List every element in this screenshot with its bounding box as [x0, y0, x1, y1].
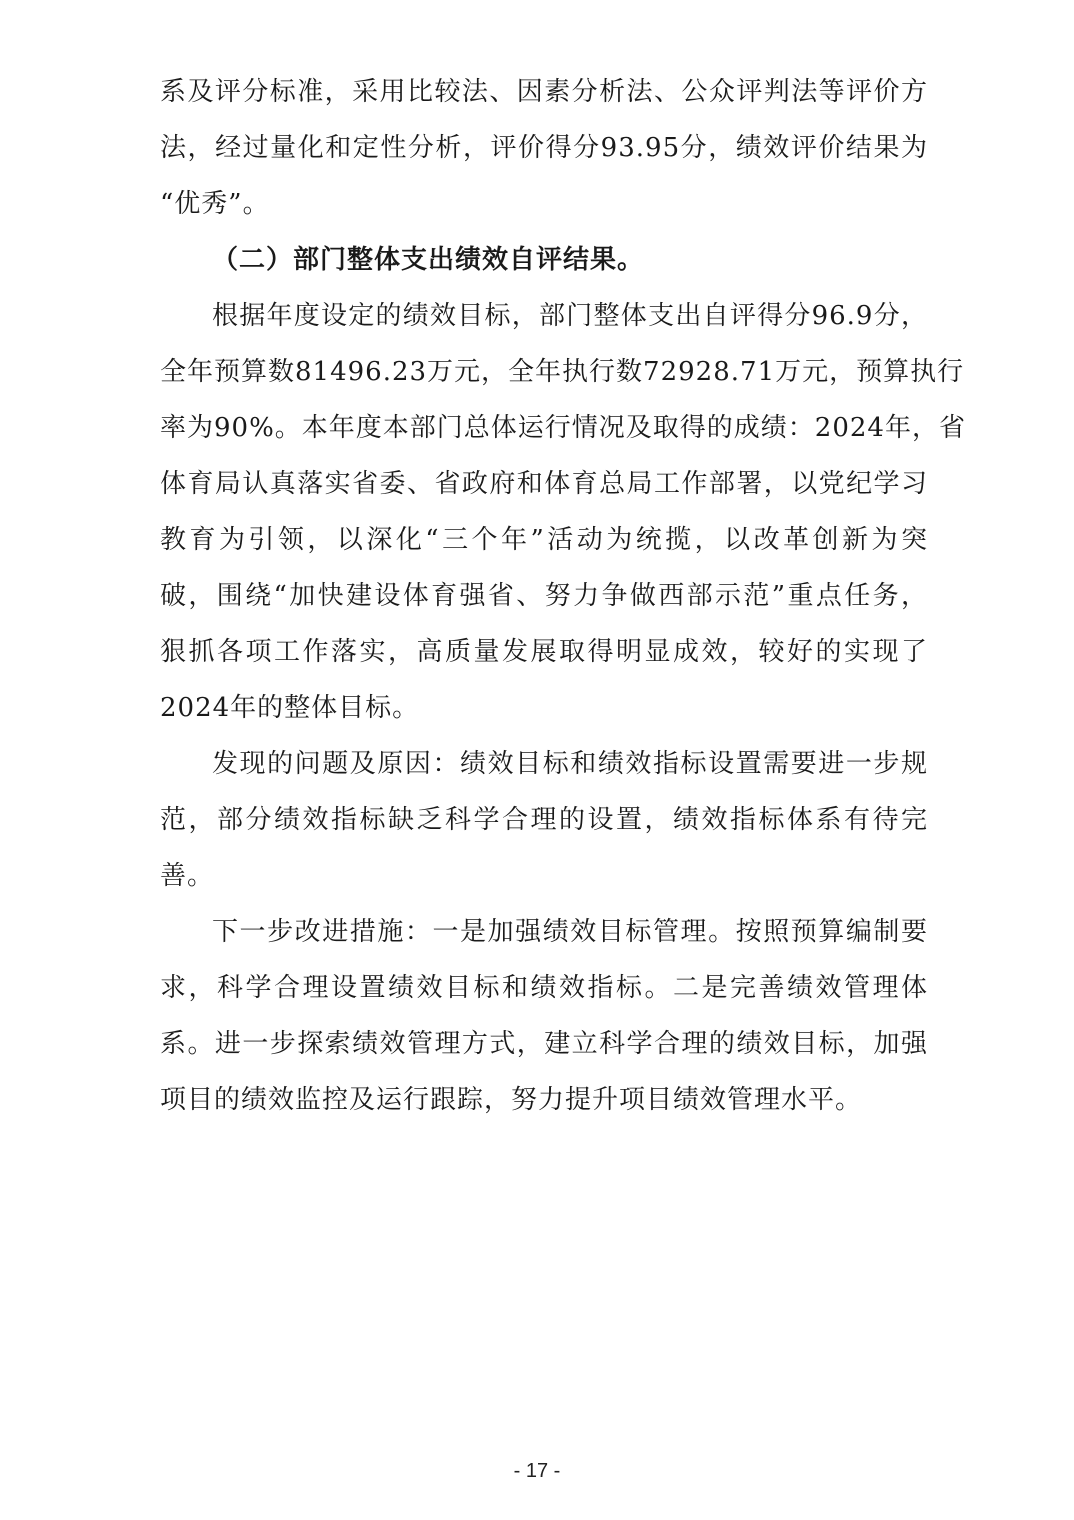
text-line: 教育为引领，以深化“三个年”活动为统揽，以改革创新为突	[160, 525, 928, 555]
text-line: 范，部分绩效指标缺乏科学合理的设置，绩效指标体系有待完	[160, 805, 928, 835]
paragraph-evaluation-method	[160, 64, 928, 232]
text-line: 狠抓各项工作落实，高质量发展取得明显成效，较好的实现了	[160, 637, 928, 667]
text-line: 下一步改进措施：一是加强绩效目标管理。按照预算编制要	[212, 917, 928, 947]
text-line: 求，科学合理设置绩效目标和绩效指标。二是完善绩效管理体	[160, 973, 928, 1003]
text-line: 系及评分标准，采用比较法、因素分析法、公众评判法等评价方	[160, 77, 928, 107]
paragraph-problems	[160, 736, 928, 904]
section-heading	[160, 232, 928, 288]
document-body	[160, 64, 966, 1128]
text-line: 率为90%。本年度本部门总体运行情况及取得的成绩：2024年，省	[160, 413, 966, 443]
text-line: 全年预算数81496.23万元，全年执行数72928.71万元，预算执行	[160, 357, 965, 387]
page-number: - 17 -	[513, 1460, 561, 1482]
text-line: 破，围绕“加快建设体育强省、努力争做西部示范”重点任务，	[160, 581, 928, 611]
paragraph-self-evaluation	[160, 288, 966, 736]
paragraph-improvements	[160, 904, 928, 1128]
heading-line: （二）部门整体支出绩效自评结果。	[212, 245, 645, 275]
text-line: 法，经过量化和定性分析，评价得分93.95分，绩效评价结果为	[160, 133, 928, 163]
text-line: 2024年的整体目标。	[160, 693, 420, 723]
text-line: 系。进一步探索绩效管理方式，建立科学合理的绩效目标，加强	[160, 1029, 928, 1059]
text-line: 体育局认真落实省委、省政府和体育总局工作部署，以党纪学习	[160, 469, 928, 499]
text-line: 根据年度设定的绩效目标，部门整体支出自评得分96.9分，	[212, 301, 928, 331]
text-line: 发现的问题及原因：绩效目标和绩效指标设置需要进一步规	[212, 749, 928, 779]
text-line: “优秀”。	[160, 189, 270, 219]
text-line: 项目的绩效监控及运行跟踪，努力提升项目绩效管理水平。	[160, 1085, 863, 1115]
text-line: 善。	[160, 861, 215, 891]
